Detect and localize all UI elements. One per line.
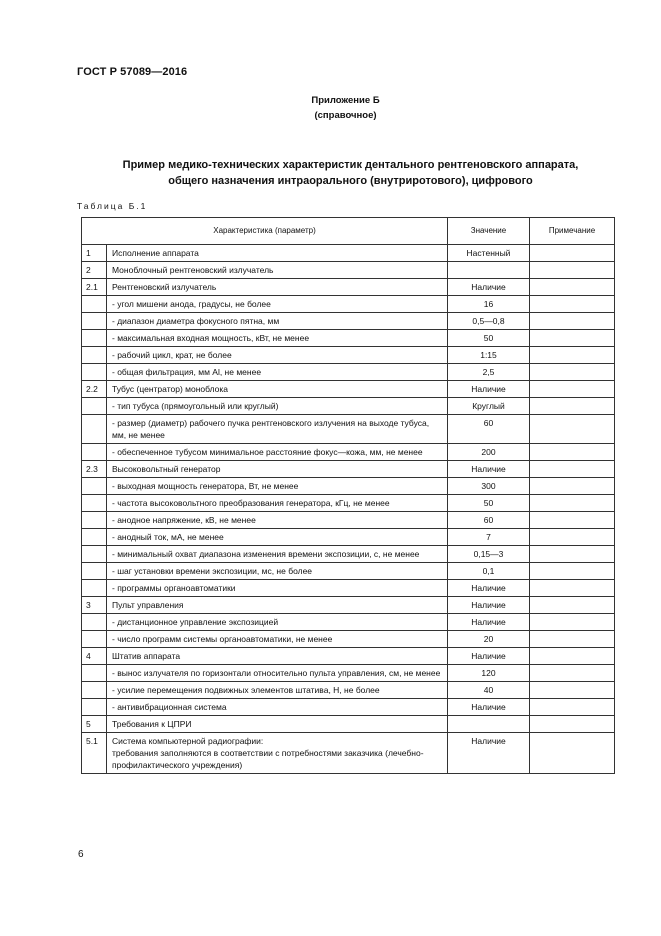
column-header-note: Примечание: [530, 218, 615, 245]
row-value: Наличие: [448, 597, 530, 614]
row-parameter: - дистанционное управление экспозицией: [107, 614, 448, 631]
row-number: [82, 398, 107, 415]
row-number: [82, 631, 107, 648]
table-row: [82, 733, 615, 774]
row-note: [530, 461, 615, 478]
row-note: [530, 580, 615, 597]
row-note: [530, 330, 615, 347]
row-number: [82, 563, 107, 580]
table-row: [82, 262, 615, 279]
row-value: 50: [448, 495, 530, 512]
row-parameter: - общая фильтрация, мм Al, не менее: [107, 364, 448, 381]
row-number: [82, 296, 107, 313]
table-row: [82, 580, 615, 597]
table-row: [82, 279, 615, 296]
column-header-parameter: Характеристика (параметр): [82, 218, 448, 245]
row-number: [82, 415, 107, 444]
row-parameter: - антивибрационная система: [107, 699, 448, 716]
row-value: 40: [448, 682, 530, 699]
row-note: [530, 546, 615, 563]
table-row: [82, 495, 615, 512]
row-parameter: Рентгеновский излучатель: [107, 279, 448, 296]
row-note: [530, 495, 615, 512]
row-parameter: - вынос излучателя по горизонтали относительно пульта управления, см, не менее: [107, 665, 448, 682]
row-number: 5.1: [82, 733, 107, 774]
row-parameter: Требования к ЦПРИ: [107, 716, 448, 733]
row-note: [530, 279, 615, 296]
row-number: [82, 444, 107, 461]
row-number: 1: [82, 245, 107, 262]
row-parameter: Пульт управления: [107, 597, 448, 614]
table-header-row: [82, 218, 615, 245]
row-parameter: Система компьютерной радиографии: требования заполняются в соответствии с потребностями заказчика (лечебно-профилактического учреждения): [107, 733, 448, 774]
row-note: [530, 733, 615, 774]
row-parameter: - частота высоковольтного преобразования генератора, кГц, не менее: [107, 495, 448, 512]
row-number: [82, 495, 107, 512]
row-note: [530, 665, 615, 682]
row-value: Круглый: [448, 398, 530, 415]
row-value: 2,5: [448, 364, 530, 381]
page-number: 6: [78, 849, 84, 860]
column-header-value: Значение: [448, 218, 530, 245]
row-value: [448, 262, 530, 279]
row-number: [82, 614, 107, 631]
table-caption: Таблица Б.1: [77, 201, 148, 211]
row-value: 16: [448, 296, 530, 313]
row-parameter: - размер (диаметр) рабочего пучка рентгеновского излучения на выходе тубуса, мм, не менее: [107, 415, 448, 444]
row-parameter: Тубус (центратор) моноблока: [107, 381, 448, 398]
row-value: 60: [448, 512, 530, 529]
row-note: [530, 478, 615, 495]
row-note: [530, 648, 615, 665]
row-number: [82, 665, 107, 682]
table-row: [82, 716, 615, 733]
row-value: [448, 716, 530, 733]
row-value: 1:15: [448, 347, 530, 364]
spec-table: [81, 217, 615, 774]
row-value: 50: [448, 330, 530, 347]
appendix-note: (справочное): [314, 110, 377, 121]
row-parameter: - угол мишени анода, градусы, не более: [107, 296, 448, 313]
row-note: [530, 347, 615, 364]
table-row: [82, 699, 615, 716]
row-value: 7: [448, 529, 530, 546]
row-number: 4: [82, 648, 107, 665]
row-parameter: - программы органоавтоматики: [107, 580, 448, 597]
row-note: [530, 563, 615, 580]
row-number: [82, 699, 107, 716]
row-number: [82, 313, 107, 330]
row-number: 2.2: [82, 381, 107, 398]
row-value: 20: [448, 631, 530, 648]
row-value: 120: [448, 665, 530, 682]
row-value: Наличие: [448, 580, 530, 597]
row-number: [82, 529, 107, 546]
row-number: [82, 682, 107, 699]
row-note: [530, 313, 615, 330]
table-row: [82, 415, 615, 444]
row-note: [530, 512, 615, 529]
row-note: [530, 245, 615, 262]
row-parameter: Штатив аппарата: [107, 648, 448, 665]
row-parameter: Исполнение аппарата: [107, 245, 448, 262]
table-row: [82, 381, 615, 398]
row-value: 0,15—3: [448, 546, 530, 563]
row-value: Настенный: [448, 245, 530, 262]
row-number: 5: [82, 716, 107, 733]
row-value: Наличие: [448, 733, 530, 774]
row-parameter: - максимальная входная мощность, кВт, не менее: [107, 330, 448, 347]
row-parameter: - шаг установки времени экспозиции, мс, не более: [107, 563, 448, 580]
row-value: 300: [448, 478, 530, 495]
row-parameter: - тип тубуса (прямоугольный или круглый): [107, 398, 448, 415]
table-row: [82, 563, 615, 580]
table-row: [82, 245, 615, 262]
table-row: [82, 648, 615, 665]
row-note: [530, 614, 615, 631]
row-note: [530, 296, 615, 313]
row-parameter: - число программ системы органоавтоматики, не менее: [107, 631, 448, 648]
row-parameter: - диапазон диаметра фокусного пятна, мм: [107, 313, 448, 330]
row-value: Наличие: [448, 461, 530, 478]
row-number: [82, 546, 107, 563]
title-line-1: Пример медико-технических характеристик дентального рентгеновского аппарата,: [122, 159, 579, 171]
row-number: 2.1: [82, 279, 107, 296]
table-row: [82, 330, 615, 347]
row-parameter: - рабочий цикл, крат, не более: [107, 347, 448, 364]
row-value: Наличие: [448, 614, 530, 631]
table-row: [82, 597, 615, 614]
table-row: [82, 512, 615, 529]
row-value: Наличие: [448, 381, 530, 398]
row-number: 2.3: [82, 461, 107, 478]
row-note: [530, 631, 615, 648]
row-value: 0,5—0,8: [448, 313, 530, 330]
table-row: [82, 478, 615, 495]
row-number: [82, 347, 107, 364]
row-note: [530, 597, 615, 614]
row-parameter: - усилие перемещения подвижных элементов штатива, Н, не более: [107, 682, 448, 699]
table-row: [82, 682, 615, 699]
table-row: [82, 614, 615, 631]
table-row: [82, 313, 615, 330]
row-value: Наличие: [448, 699, 530, 716]
row-note: [530, 699, 615, 716]
row-parameter: - анодный ток, мА, не менее: [107, 529, 448, 546]
table-row: [82, 461, 615, 478]
row-parameter: - минимальный охват диапазона изменения времени экспозиции, с, не менее: [107, 546, 448, 563]
row-number: [82, 364, 107, 381]
row-note: [530, 415, 615, 444]
row-parameter: - анодное напряжение, кВ, не менее: [107, 512, 448, 529]
row-number: [82, 512, 107, 529]
table-row: [82, 364, 615, 381]
row-note: [530, 398, 615, 415]
row-value: 60: [448, 415, 530, 444]
row-note: [530, 444, 615, 461]
row-parameter: Моноблочный рентгеновский излучатель: [107, 262, 448, 279]
row-parameter: - обеспеченное тубусом минимальное расстояние фокус—кожа, мм, не менее: [107, 444, 448, 461]
table-row: [82, 347, 615, 364]
row-parameter: - выходная мощность генератора, Вт, не менее: [107, 478, 448, 495]
row-number: 3: [82, 597, 107, 614]
table-row: [82, 529, 615, 546]
row-value: 0,1: [448, 563, 530, 580]
standard-id: ГОСТ Р 57089—2016: [77, 66, 188, 78]
table-row: [82, 546, 615, 563]
row-value: 200: [448, 444, 530, 461]
table-row: [82, 444, 615, 461]
title-line-2: общего назначения интраорального (внутриротового), цифрового: [168, 175, 533, 187]
row-number: 2: [82, 262, 107, 279]
row-note: [530, 381, 615, 398]
row-value: Наличие: [448, 648, 530, 665]
appendix-heading: [0, 93, 661, 123]
document-title: [60, 157, 641, 189]
row-note: [530, 364, 615, 381]
table-row: [82, 631, 615, 648]
row-note: [530, 682, 615, 699]
appendix-label: Приложение Б: [311, 95, 380, 106]
row-number: [82, 330, 107, 347]
table-row: [82, 398, 615, 415]
row-number: [82, 580, 107, 597]
row-note: [530, 716, 615, 733]
row-note: [530, 529, 615, 546]
row-note: [530, 262, 615, 279]
table-row: [82, 296, 615, 313]
row-parameter: Высоковольтный генератор: [107, 461, 448, 478]
table-row: [82, 665, 615, 682]
row-number: [82, 478, 107, 495]
row-value: Наличие: [448, 279, 530, 296]
